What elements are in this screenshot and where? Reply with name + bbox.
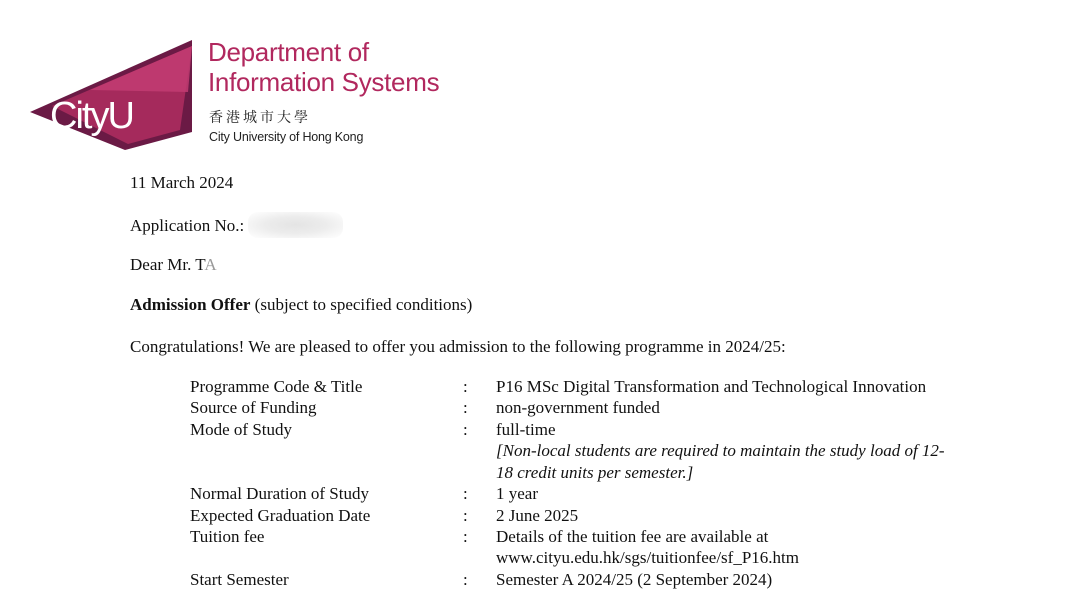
graduation-value: 2 June 2025 [496, 506, 579, 525]
duration-separator: : [463, 484, 468, 503]
university-name-chinese: 香港城市大學 [209, 110, 311, 126]
mode-label: Mode of Study [190, 420, 292, 439]
duration-label: Normal Duration of Study [190, 484, 369, 503]
department-name-line1: Department of [208, 37, 369, 67]
letter-date: 11 March 2024 [130, 173, 234, 192]
logo-text: CityU [50, 95, 133, 137]
department-name-line2: Information Systems [208, 67, 440, 97]
funding-separator: : [463, 398, 468, 417]
mode-note-line1: [Non-local students are required to maintain the study load of 12- [496, 441, 945, 460]
programme-value: P16 MSc Digital Transformation and Technological Innovation [496, 377, 927, 396]
tuition-label: Tuition fee [190, 527, 265, 546]
graduation-label: Expected Graduation Date [190, 506, 371, 525]
tuition-separator: : [463, 527, 468, 546]
funding-value: non-government funded [496, 398, 660, 417]
application-number-label: Application No.: [130, 216, 245, 235]
salutation-text: Dear Mr. T [130, 255, 205, 274]
duration-value: 1 year [496, 484, 539, 503]
mode-note-line2: 18 credit units per semester.] [496, 463, 694, 482]
tuition-value-line1: Details of the tuition fee are available at [496, 527, 769, 546]
start-value: Semester A 2024/25 (2 September 2024) [496, 570, 773, 589]
mode-value: full-time [496, 420, 556, 439]
subject-title: Admission Offer [130, 295, 251, 314]
funding-label: Source of Funding [190, 398, 317, 417]
salutation-faded-text: A [204, 255, 217, 274]
start-label: Start Semester [190, 570, 289, 589]
tuition-url: www.cityu.edu.hk/sgs/tuitionfee/sf_P16.htm [496, 548, 799, 567]
programme-separator: : [463, 377, 468, 396]
subject-qualifier: (subject to specified conditions) [250, 295, 473, 314]
programme-label: Programme Code & Title [190, 377, 363, 396]
start-separator: : [463, 570, 468, 589]
university-name-english: City University of Hong Kong [209, 130, 364, 144]
mode-separator: : [463, 420, 468, 439]
intro-paragraph: Congratulations! We are pleased to offer you admission to the following programme in 2024/25: [130, 337, 786, 356]
graduation-separator: : [463, 506, 468, 525]
